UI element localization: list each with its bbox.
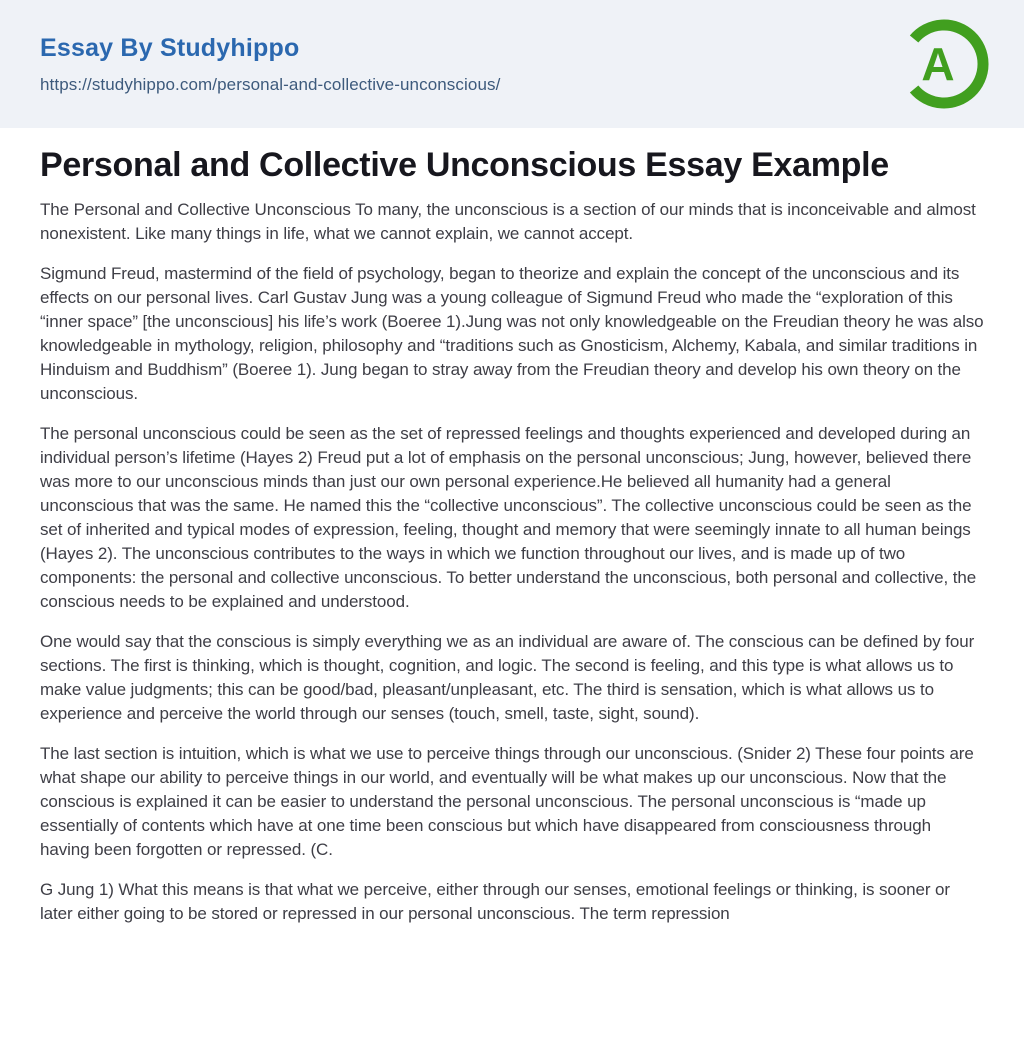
essay-url-link[interactable]: https://studyhippo.com/personal-and-collective-unconscious/ (40, 74, 501, 94)
essay-paragraph-2: Sigmund Freud, mastermind of the field of psychology, began to theorize and explain the concept of the unconscious and its effects on our personal lives. Carl Gustav Jung was a young colleague of Sigmund Freud who made the “exploration of this “inner space” [the unconscious] his life’s work (Boeree 1).Jung was not only knowledgeable on the Freudian theory he was also knowledgeable in mythology, religion, philosophy and “traditions such as Gnosticism, Alchemy, Kabala, and similar traditions in Hinduism and Buddhism” (Boeree 1). Jung began to stray away from the Freudian theory and develop his own theory on the unconscious. (40, 264, 984, 403)
essay-paragraph-6: G Jung 1) What this means is that what we perceive, either through our senses, emotional feelings or thinking, is sooner or later either going to be stored or repressed in our personal unconscious. The term repression (40, 880, 950, 923)
essay-title: Personal and Collective Unconscious Essay Example (40, 146, 889, 184)
logo-letter-a: A (921, 38, 955, 90)
header-text-block (40, 34, 500, 95)
essay-paragraph-4: One would say that the conscious is simply everything we as an individual are aware of. The conscious can be defined by four sections. The first is thinking, which is thought, cognition, and logic. The second is feeling, and this type is what allows us to make value judgments; this can be good/bad, pleasant/unpleasant, etc. The third is sensation, which is what allows us to experience and perceive the world through our senses (touch, smell, taste, sight, sound). (40, 632, 975, 723)
studyhippo-logo (898, 18, 990, 110)
essay-paragraph-1: The Personal and Collective Unconscious To many, the unconscious is a section of our minds that is inconceivable and almost nonexistent. Like many things in life, what we cannot explain, we cannot accept. (40, 200, 976, 243)
essay-article (0, 128, 1024, 982)
essay-paragraph-5: The last section is intuition, which is what we use to perceive things through our unconscious. (Snider 2) These four points are what shape our ability to perceive things in our world, and eventually will be what makes up our unconscious. Now that the conscious is explained it can be easier to understand the personal unconscious. The personal unconscious is “made up essentially of contents which have at one time been conscious but which have disappeared from consciousness through having been forgotten or repressed. (C. (40, 744, 974, 859)
page-header (0, 0, 1024, 128)
essay-paragraph-3: The personal unconscious could be seen as the set of repressed feelings and thoughts experienced and developed during an individual person’s lifetime (Hayes 2) Freud put a lot of emphasis on the personal unconscious; Jung, however, believed there was more to our unconscious minds than just our own personal experience.He believed all humanity had a general unconscious that was the same. He named this the “collective unconscious”. The collective unconscious could be seen as the set of inherited and typical modes of expression, feeling, thought and memory that were seemingly innate to all human beings (Hayes 2). The unconscious contributes to the ways in which we function throughout our lives, and is made up of two components: the personal and collective unconscious. To better understand the unconscious, both personal and collective, the conscious needs to be explained and understood. (40, 424, 977, 611)
site-title: Essay By Studyhippo (40, 33, 300, 62)
